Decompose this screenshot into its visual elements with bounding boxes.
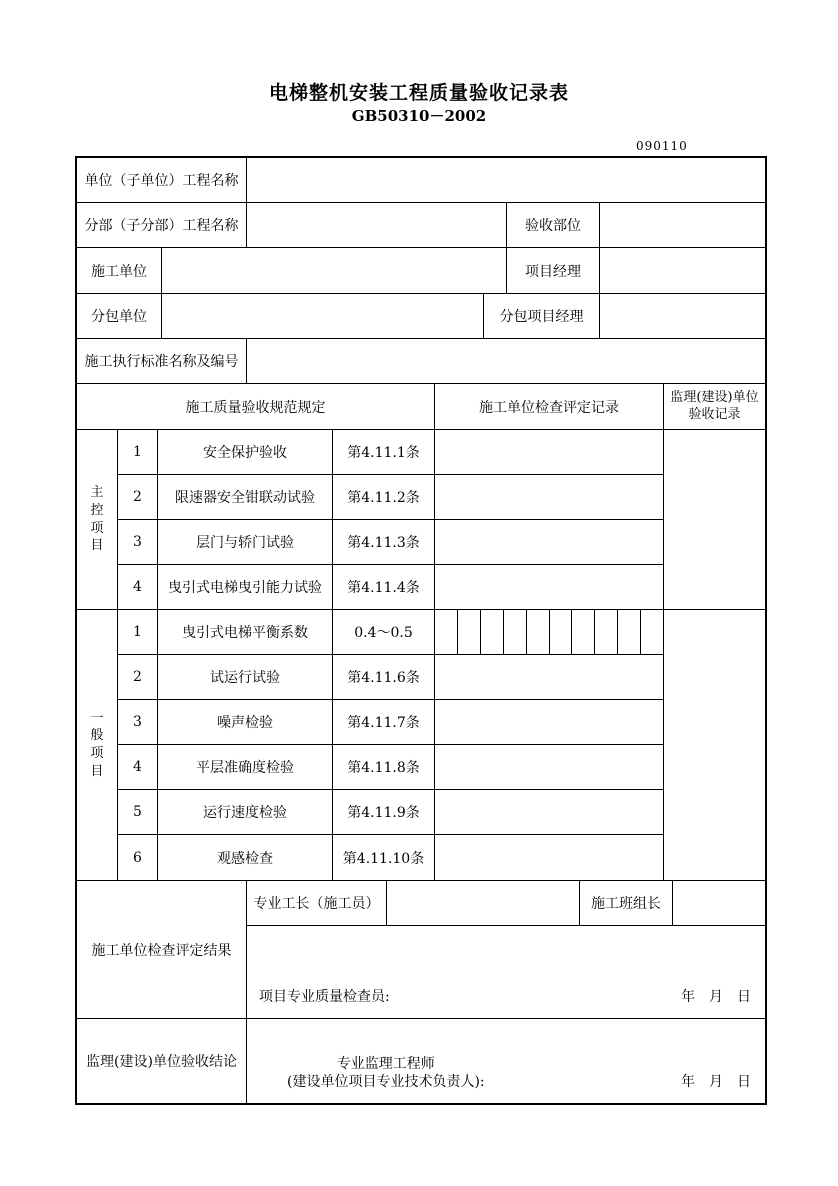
supervision-record-main-control bbox=[664, 430, 765, 610]
execution-standard-value bbox=[247, 339, 765, 383]
form-number: 090110 bbox=[636, 139, 688, 153]
balance-measure-cells bbox=[435, 610, 664, 654]
item-name: 安全保护验收 bbox=[158, 430, 333, 474]
foreman-row bbox=[247, 881, 765, 926]
measure-cell bbox=[618, 610, 641, 654]
inspection-result-content bbox=[247, 881, 765, 1018]
subcontract-manager-label: 分包项目经理 bbox=[484, 294, 600, 338]
item-requirement: 第4.11.7条 bbox=[333, 700, 435, 744]
category-column bbox=[77, 430, 118, 880]
supervision-conclusion-label: 监理(建设)单位验收结论 bbox=[77, 1019, 247, 1103]
item-requirement: 第4.11.6条 bbox=[333, 655, 435, 699]
measure-cell bbox=[458, 610, 481, 654]
quality-inspector-label: 项目专业质量检查员: bbox=[259, 989, 390, 1005]
table-row bbox=[118, 745, 664, 790]
subcontractor-label: 分包单位 bbox=[77, 294, 162, 338]
supervisor-title-line1: 专业监理工程师 bbox=[336, 1055, 435, 1072]
project-manager-label: 项目经理 bbox=[507, 248, 600, 293]
main-control-section-label: 主控项目 bbox=[90, 485, 104, 554]
item-requirement: 第4.11.3条 bbox=[333, 520, 435, 564]
item-no: 3 bbox=[118, 520, 158, 564]
measure-cell bbox=[504, 610, 527, 654]
construction-unit-value bbox=[162, 248, 507, 293]
grid-header-row bbox=[77, 384, 765, 430]
supervision-record-column bbox=[664, 430, 765, 880]
table-row bbox=[118, 655, 664, 700]
supervisor-title-line2: (建设单位项目专业技术负责人): bbox=[287, 1073, 485, 1090]
acceptance-part-value bbox=[600, 203, 765, 247]
team-leader-label: 施工班组长 bbox=[580, 881, 673, 925]
item-no: 2 bbox=[118, 655, 158, 699]
supervision-header-line1: 监理(建设)单位 bbox=[670, 390, 759, 406]
item-name: 层门与轿门试验 bbox=[158, 520, 333, 564]
item-name: 曳引式电梯曳引能力试验 bbox=[158, 565, 333, 609]
item-name: 曳引式电梯平衡系数 bbox=[158, 610, 333, 654]
acceptance-record-table bbox=[75, 156, 767, 1105]
item-check-record bbox=[435, 745, 664, 789]
item-name: 限速器安全钳联动试验 bbox=[158, 475, 333, 519]
supervisor-date: 年 月 日 bbox=[681, 1074, 751, 1090]
item-no: 1 bbox=[118, 610, 158, 654]
measure-cell bbox=[481, 610, 504, 654]
item-requirement: 0.4～0.5 bbox=[333, 610, 435, 654]
item-requirement: 第4.11.8条 bbox=[333, 745, 435, 789]
item-check-record bbox=[435, 520, 664, 564]
item-check-record bbox=[435, 655, 664, 699]
construction-unit-label: 施工单位 bbox=[77, 248, 162, 293]
item-no: 6 bbox=[118, 835, 158, 880]
table-row bbox=[118, 565, 664, 610]
measure-cell bbox=[641, 610, 663, 654]
item-check-record bbox=[435, 835, 664, 880]
item-name: 观感检查 bbox=[158, 835, 333, 880]
items-column bbox=[118, 430, 664, 880]
item-requirement: 第4.11.10条 bbox=[333, 835, 435, 880]
main-control-section-cell bbox=[77, 430, 118, 610]
general-section-label: 一般项目 bbox=[90, 710, 104, 779]
item-requirement: 第4.11.9条 bbox=[333, 790, 435, 834]
measure-cell bbox=[572, 610, 595, 654]
item-no: 5 bbox=[118, 790, 158, 834]
item-name: 运行速度检验 bbox=[158, 790, 333, 834]
spec-column-header: 施工质量验收规范规定 bbox=[77, 384, 435, 429]
balance-measure-subgrid bbox=[435, 610, 663, 654]
general-section-cell bbox=[77, 610, 118, 880]
execution-standard-label: 施工执行标准名称及编号 bbox=[77, 339, 247, 383]
unit-project-label: 单位（子单位）工程名称 bbox=[77, 158, 247, 202]
supervision-column-header bbox=[664, 384, 765, 429]
table-row bbox=[118, 475, 664, 520]
table-row bbox=[118, 610, 664, 655]
subunit-project-value bbox=[247, 203, 507, 247]
item-no: 4 bbox=[118, 745, 158, 789]
supervision-conclusion-section bbox=[77, 1019, 765, 1103]
measure-cell bbox=[527, 610, 550, 654]
inspector-sign-area bbox=[247, 926, 765, 1018]
supervisor-title-block bbox=[287, 1055, 485, 1091]
row-construction-unit bbox=[77, 248, 765, 294]
unit-project-value bbox=[247, 158, 765, 202]
supervision-record-general bbox=[664, 610, 765, 880]
inspector-date: 年 月 日 bbox=[681, 989, 751, 1005]
measure-cell bbox=[595, 610, 618, 654]
row-subcontractor bbox=[77, 294, 765, 339]
item-requirement: 第4.11.4条 bbox=[333, 565, 435, 609]
table-row bbox=[118, 700, 664, 745]
item-check-record bbox=[435, 700, 664, 744]
row-subunit-project bbox=[77, 203, 765, 248]
foreman-label: 专业工长（施工员） bbox=[247, 881, 387, 925]
measure-cell bbox=[435, 610, 458, 654]
item-no: 1 bbox=[118, 430, 158, 474]
supervisor-sign-area bbox=[247, 1019, 765, 1103]
inspection-result-label: 施工单位检查评定结果 bbox=[77, 881, 247, 1018]
subcontract-manager-value bbox=[600, 294, 765, 338]
items-grid bbox=[77, 430, 765, 881]
item-no: 4 bbox=[118, 565, 158, 609]
table-row bbox=[118, 430, 664, 475]
item-name: 试运行试验 bbox=[158, 655, 333, 699]
team-leader-value bbox=[673, 881, 765, 925]
row-unit-project bbox=[77, 158, 765, 203]
inspection-result-section bbox=[77, 881, 765, 1019]
item-check-record bbox=[435, 475, 664, 519]
item-no: 3 bbox=[118, 700, 158, 744]
subunit-project-label: 分部（子分部）工程名称 bbox=[77, 203, 247, 247]
foreman-value bbox=[387, 881, 580, 925]
table-row bbox=[118, 520, 664, 565]
subcontractor-value bbox=[162, 294, 484, 338]
supervision-header-line2: 验收记录 bbox=[688, 406, 741, 422]
table-row bbox=[118, 835, 664, 880]
table-row bbox=[118, 790, 664, 835]
row-execution-standard bbox=[77, 339, 765, 384]
title-block bbox=[0, 82, 838, 125]
item-check-record bbox=[435, 430, 664, 474]
project-manager-value bbox=[600, 248, 765, 293]
item-requirement: 第4.11.1条 bbox=[333, 430, 435, 474]
item-name: 平层准确度检验 bbox=[158, 745, 333, 789]
item-check-record bbox=[435, 790, 664, 834]
standard-code: GB50310－2002 bbox=[351, 106, 487, 125]
page-title: 电梯整机安装工程质量验收记录表 bbox=[268, 82, 569, 104]
measure-cell bbox=[550, 610, 573, 654]
item-no: 2 bbox=[118, 475, 158, 519]
item-requirement: 第4.11.2条 bbox=[333, 475, 435, 519]
acceptance-part-label: 验收部位 bbox=[507, 203, 600, 247]
inspection-column-header: 施工单位检查评定记录 bbox=[435, 384, 664, 429]
item-name: 噪声检验 bbox=[158, 700, 333, 744]
item-check-record bbox=[435, 565, 664, 609]
